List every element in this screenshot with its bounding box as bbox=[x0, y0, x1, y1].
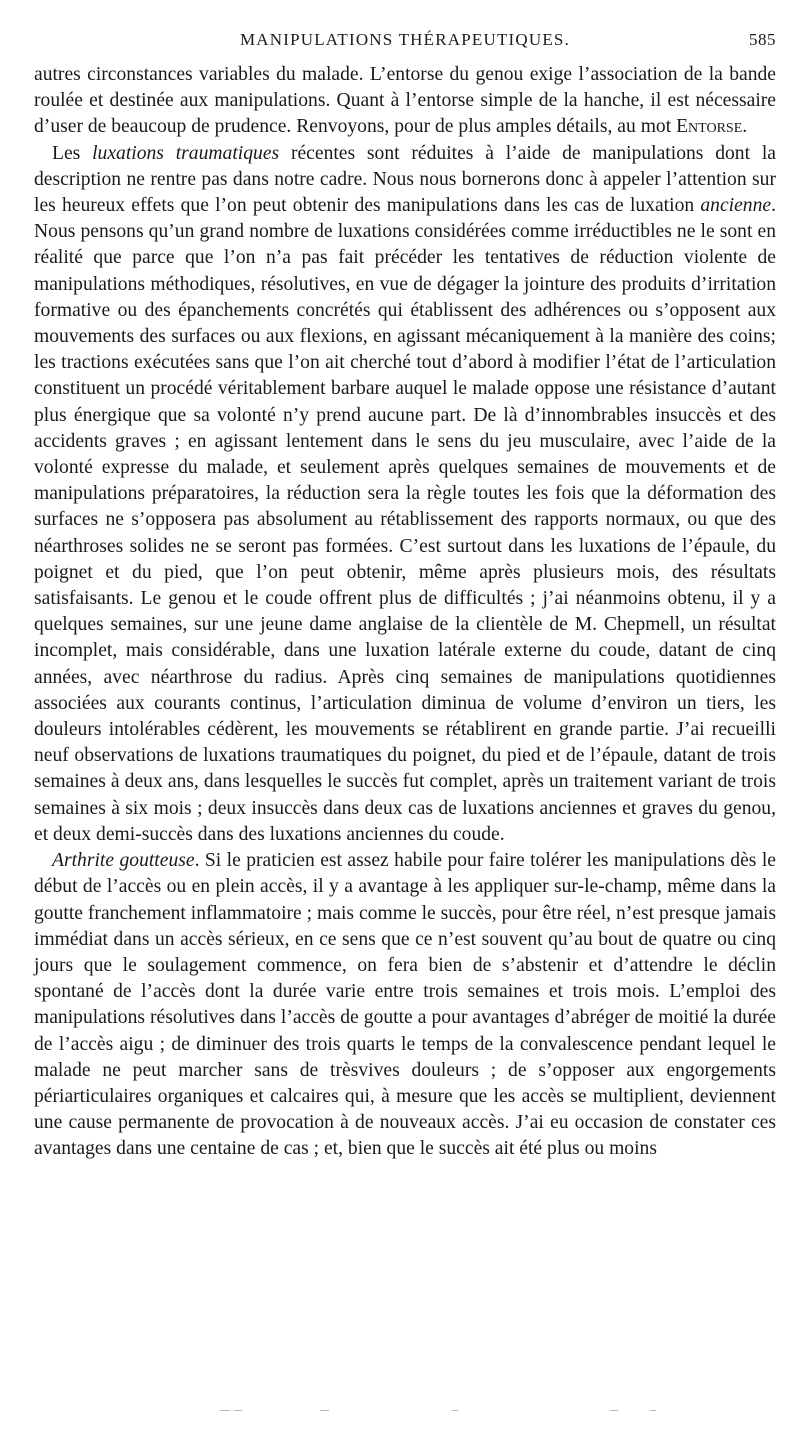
footer-rule-marks bbox=[220, 1410, 660, 1418]
running-head bbox=[34, 30, 776, 54]
text-run: Les bbox=[52, 142, 93, 164]
paragraph bbox=[34, 62, 776, 141]
italic-term: ancienne bbox=[700, 195, 772, 217]
text-run: . Si le praticien est assez habile pour faire tolérer les manipulations dès le début de l’accès ou en plein accès, il y a avantage à les appliquer sur-le-champ, même dans la goutte franchement inflammatoire ; mais comme le succès, pour être réel, n’est presque jamais immédiat dans un accès sérieux, en ce sens que ce n’est souvent qu’au bout de quatre ou cinq jours que le soulagement commence, on fera bien de s’abstenir et d’attendre le déclin spontané de l’accès dont la durée varie entre trois semaines et trois mois. L’emploi des manipulations résolutives dans l’accès de goutte a pour avantages d’abréger de moitié la durée de l’accès aigu ; de diminuer des trois quarts le temps de la convalescence pendant lequel le malade ne peut marcher sans de trèsvives douleurs ; de s’opposer aux engorgements périarticulaires organiques et calcaires qui, à mesure que les accès se multiplient, deviennent une cause permanente de provocation à de nouveaux accès. J’ai eu occasion de constater ces avantages dans une centaine de cas ; et, bien que le succès ait été plus ou moins bbox=[34, 850, 776, 1160]
text-run: autres circonstances variables du malade. L’entorse du genou exige l’association de la bande roulée et destinée aux manipulations. Quant à l’entorse simple de la hanche, il est nécessaire d’user de beaucoup de prudence. Renvoyons, pour de plus amples détails, au mot bbox=[34, 64, 776, 138]
text-run: récentes sont réduites à l’aide de manipulations dont la description ne rentre pas dans notre cadre. Nous nous bornerons donc à appeler l’attention sur les heureux effets que l’on peut obtenir des manipulations dans les cas de luxation bbox=[34, 142, 776, 217]
paragraph bbox=[34, 141, 776, 848]
book-page bbox=[34, 30, 776, 1163]
italic-term: Arthrite goutteuse bbox=[52, 850, 195, 872]
italic-term: luxations traumatiques bbox=[92, 142, 280, 164]
text-run: . bbox=[742, 116, 748, 138]
body-text bbox=[34, 62, 776, 1163]
page-number: 585 bbox=[749, 30, 776, 49]
text-run: . Nous pensons qu’un grand nombre de luxations considérées comme irréductibles ne le sont en réalité que parce que l’on n’a pas fait précéder les tentatives de réduction violente de manipulations méthodiques, résolutives, en vue de dégager la jointure des produits d’irritation formative ou des épanchements concrétés qui établissent des adhérences ou s’opposent aux mouvements des surfaces ou aux flexions, en agissant mécaniquement à la manière des coins; les tractions exécutées sans que l’on ait cherché tout d’abord à modifier l’état de l’articulation constituent un procédé véritablement barbare auquel le malade oppose une résistance d’autant plus énergique que sa volonté n’y prend aucune part. De là d’innombrables insuccès et des accidents graves ; en agissant lentement dans le sens du jeu musculaire, avec l’aide de la volonté expresse du malade, et seulement après quelques semaines de mouvements et de manipulations préparatoires, la réduction sera la règle toutes les fois que la déformation des surfaces ne s’opposera pas absolument au rétablissement des rapports normaux, ou que des néarthroses solides ne se seront pas formées. C’est surtout dans les luxations de l’épaule, du poignet et du pied, que l’on peut obtenir, même après plusieurs mois, des résultats satisfaisants. Le genou et le coude offrent plus de difficultés ; j’ai néanmoins obtenu, il y a quelques semaines, sur une jeune dame anglaise de la clientèle de M. Chepmell, un résultat incomplet, mais considérable, dans une luxation latérale externe du coude, datant de cinq années, avec néarthrose du radius. Après cinq semaines de manipulations quotidiennes associées aux courants continus, l’articulation diminua de volume d’environ un tiers, les douleurs intolérables cédèrent, les mouvements se rétablirent en grande partie. J’ai recueilli neuf observations de luxations traumatiques du poignet, du pied et de l’épaule, datant de trois semaines à deux ans, dans lesquelles le succès fut complet, après un traitement variant de trois semaines à six mois ; deux insuccès dans deux cas de luxations anciennes et graves du genou, et deux demi-succès dans des luxations anciennes du coude. bbox=[34, 195, 776, 845]
running-head-title: MANIPULATIONS THÉRAPEUTIQUES. bbox=[239, 30, 571, 49]
cross-reference: Entorse bbox=[676, 116, 743, 138]
paragraph bbox=[34, 848, 776, 1162]
